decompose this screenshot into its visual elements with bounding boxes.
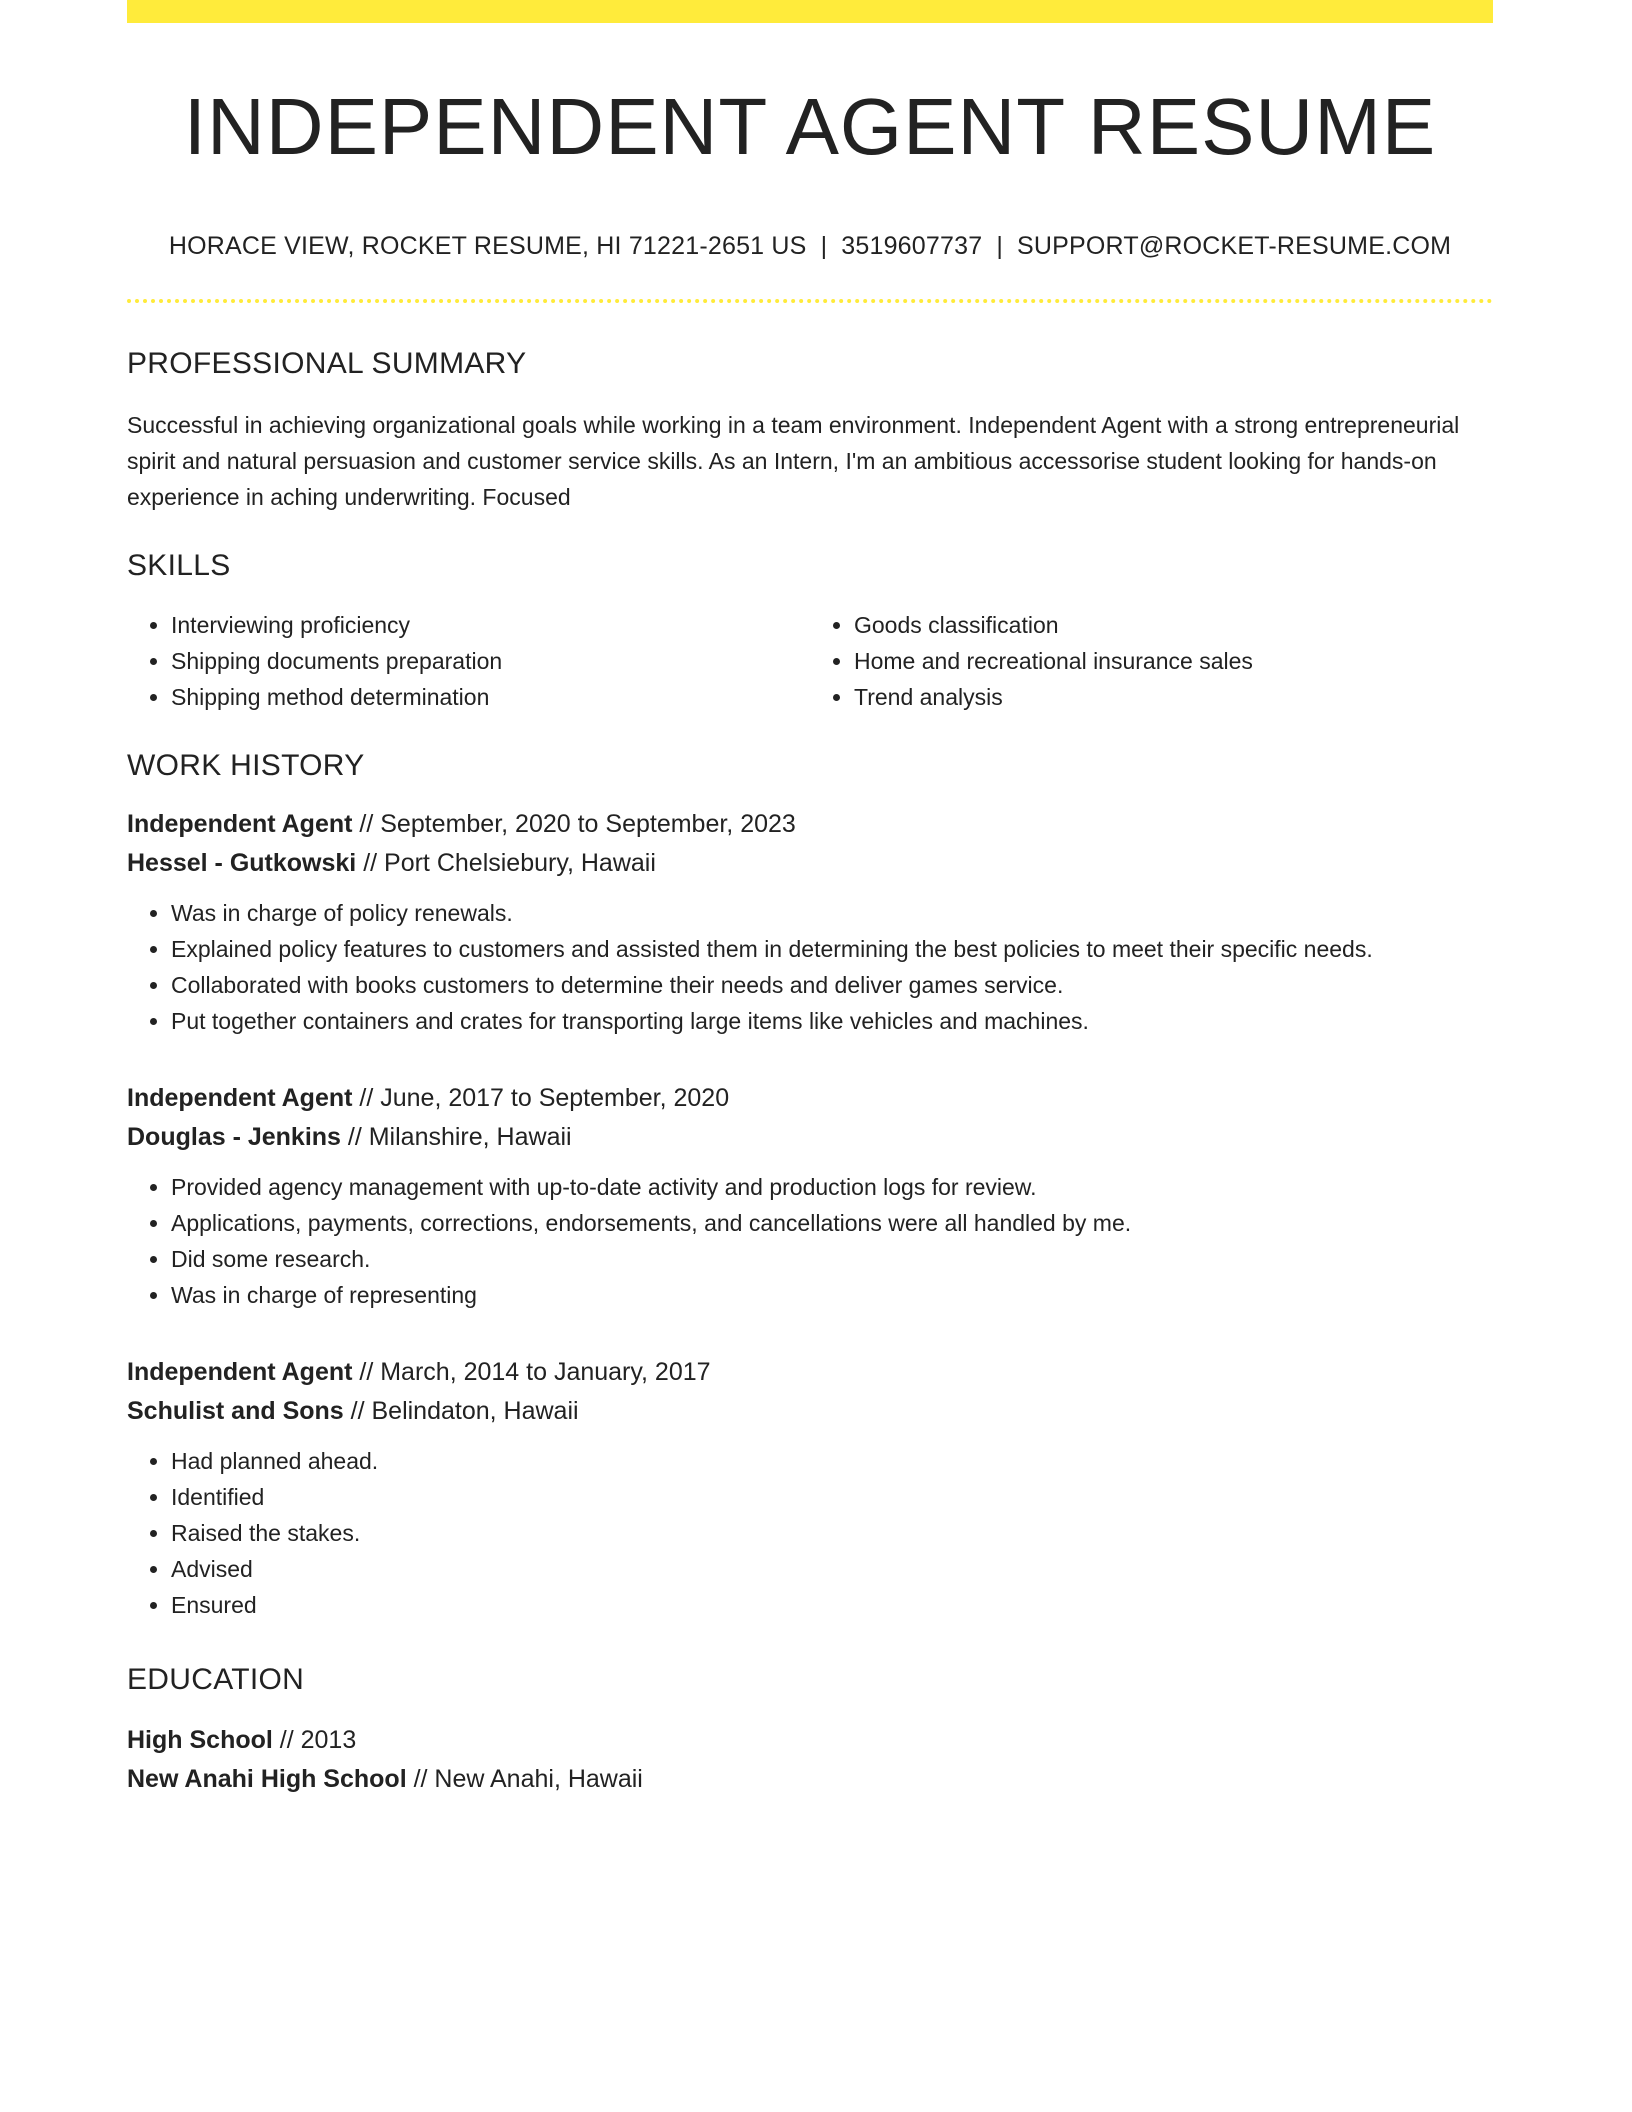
job-bullet: • Raised the stakes. <box>171 1515 1493 1551</box>
job-bullet: • Ensured <box>171 1587 1493 1623</box>
job-bullet: • Put together containers and crates for transporting large items like vehicles and machines. <box>171 1003 1493 1039</box>
job-bullet: • Advised <box>171 1551 1493 1587</box>
job-bullet: • Was in charge of representing <box>171 1277 1493 1313</box>
job-company: Douglas - Jenkins <box>127 1123 341 1151</box>
contact-email[interactable]: SUPPORT@ROCKET-RESUME.COM <box>1017 232 1452 260</box>
job-bullet: • Applications, payments, corrections, endorsements, and cancellations were all handled by me. <box>171 1205 1493 1241</box>
top-accent-bar <box>127 0 1493 23</box>
education-year: // 2013 <box>272 1726 357 1754</box>
job-bullet: • Did some research. <box>171 1241 1493 1277</box>
job-location: // Port Chelsiebury, Hawaii <box>356 849 656 877</box>
job-bullet: • Provided agency management with up-to-date activity and production logs for review. <box>171 1169 1493 1205</box>
job-title: Independent Agent <box>127 1084 353 1112</box>
job-title-line <box>127 805 1493 844</box>
job-company-line <box>127 844 1493 883</box>
contact-separator: | <box>996 232 1004 260</box>
education-location: // New Anahi, Hawaii <box>406 1765 643 1793</box>
job-dates: // March, 2014 to January, 2017 <box>352 1358 711 1386</box>
contact-address: HORACE VIEW, ROCKET RESUME, HI 71221-2651 US <box>168 232 807 260</box>
dotted-divider <box>127 299 1493 303</box>
job-company-line <box>127 1118 1493 1157</box>
skills-column-right <box>810 607 1493 715</box>
summary-text: Successful in achieving organizational goals while working in a team environment. Independent Agent with a strong entrepreneurial spirit and natural persuasion and customer service skills. As an Intern, I'm an ambitious accessorise student looking for hands-on experience in aching underwriting. Focused <box>127 412 1460 510</box>
summary-heading: PROFESSIONAL SUMMARY <box>127 347 527 380</box>
job-bullets <box>127 1169 1493 1313</box>
contact-phone: 3519607737 <box>841 232 983 260</box>
job-company: Schulist and Sons <box>127 1397 344 1425</box>
job-location: // Belindaton, Hawaii <box>343 1397 579 1425</box>
education-degree: High School <box>127 1726 273 1754</box>
job-bullets <box>127 895 1493 1039</box>
education-school: New Anahi High School <box>127 1765 407 1793</box>
skill-item: • Goods classification <box>854 607 1493 643</box>
skills-column-left <box>127 607 810 715</box>
skill-item: • Interviewing proficiency <box>171 607 810 643</box>
skills-list <box>127 607 1493 715</box>
job-bullet: • Had planned ahead. <box>171 1443 1493 1479</box>
skills-heading: SKILLS <box>127 549 231 582</box>
education-school-line <box>127 1760 1493 1799</box>
job-dates: // September, 2020 to September, 2023 <box>352 810 796 838</box>
job-dates: // June, 2017 to September, 2020 <box>352 1084 730 1112</box>
skill-item: • Trend analysis <box>854 679 1493 715</box>
job-title: Independent Agent <box>127 1358 353 1386</box>
job-entry <box>127 805 1493 1039</box>
work-history-heading: WORK HISTORY <box>127 749 365 782</box>
job-company-line <box>127 1392 1493 1431</box>
education-degree-line <box>127 1721 1493 1760</box>
job-bullet: • Identified <box>171 1479 1493 1515</box>
contact-separator: | <box>820 232 828 260</box>
job-entry <box>127 1079 1493 1313</box>
skill-item: • Shipping documents preparation <box>171 643 810 679</box>
resume-page <box>127 0 1493 1799</box>
skill-item: • Home and recreational insurance sales <box>854 643 1493 679</box>
job-title: Independent Agent <box>127 810 353 838</box>
education-entry <box>127 1721 1493 1799</box>
contact-line <box>127 232 1493 261</box>
job-company: Hessel - Gutkowski <box>127 849 357 877</box>
job-location: // Milanshire, Hawaii <box>340 1123 572 1151</box>
education-heading: EDUCATION <box>127 1663 305 1696</box>
skill-item: • Shipping method determination <box>171 679 810 715</box>
job-bullet: • Was in charge of policy renewals. <box>171 895 1493 931</box>
job-entry <box>127 1353 1493 1623</box>
resume-title: INDEPENDENT AGENT RESUME <box>183 82 1437 171</box>
job-title-line <box>127 1079 1493 1118</box>
job-bullets <box>127 1443 1493 1623</box>
job-title-line <box>127 1353 1493 1392</box>
job-bullet: • Collaborated with books customers to determine their needs and deliver games service. <box>171 967 1493 1003</box>
job-bullet: • Explained policy features to customers and assisted them in determining the best policies to meet their specific needs. <box>171 931 1493 967</box>
